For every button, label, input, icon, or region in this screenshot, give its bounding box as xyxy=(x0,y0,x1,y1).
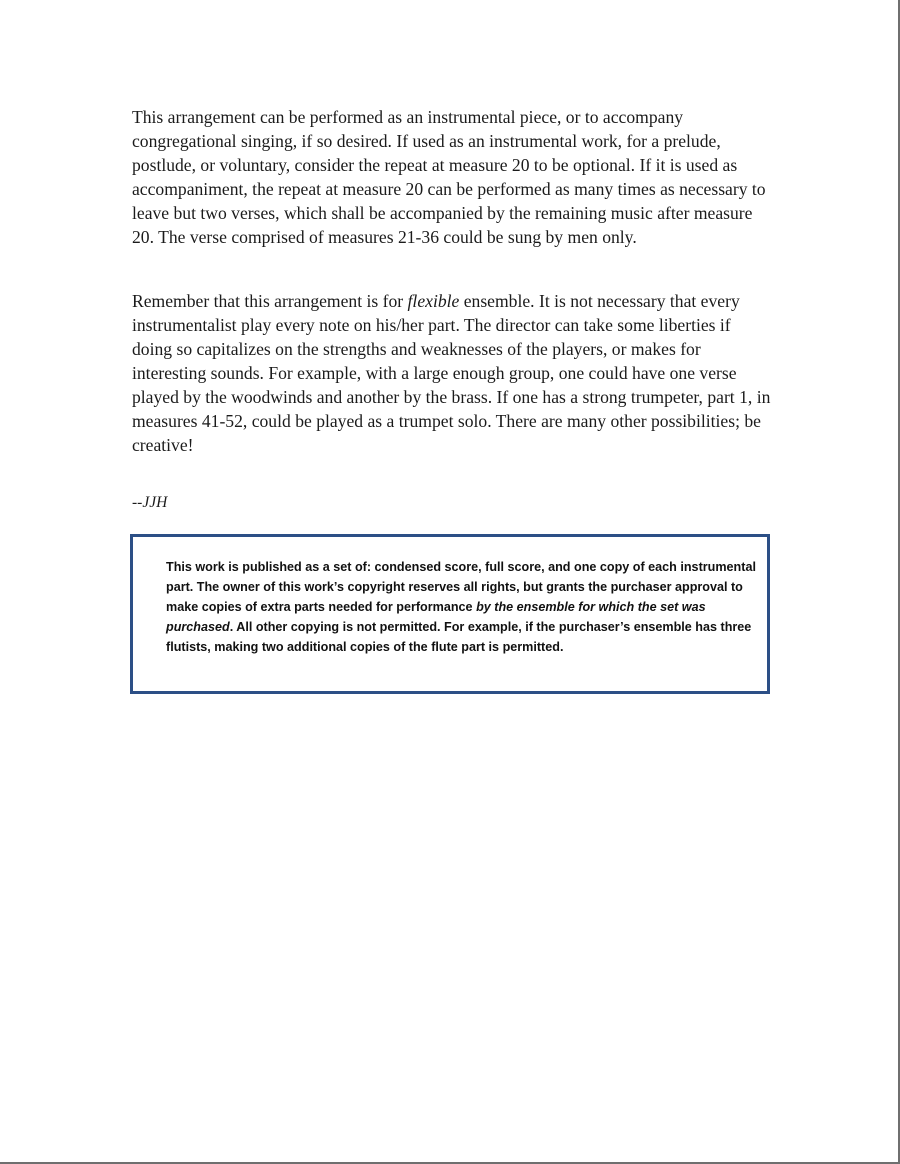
paragraph-text-lead: Remember that this arrangement is for xyxy=(132,291,408,311)
performance-notes-paragraph: This arrangement can be performed as an instrumental piece, or to accompany congregational singing, if so desired. If used as an instrumental work, for a prelude, postlude, or voluntary, consider the repeat at measure 20 to be optional. If it is used as accompaniment, the repeat at measure 20 can be performed as many times as necessary to leave but two verses, which shall be accompanied by the remaining music after measure 20. The verse comprised of measures 21-36 could be sung by men only. xyxy=(132,107,766,247)
flexible-ensemble-paragraph xyxy=(132,289,772,457)
emphasis-flexible: flexible xyxy=(407,291,460,311)
paragraph-text-rest: ensemble. It is not necessary that every instrumentalist play every note on his/her part. The director can take some liberties if doing so capitalizes on the strengths and weaknesses of the players, or makes for interesting sounds. For example, with a large enough group, one could have one verse played by the woodwinds and another by the brass. If one has a strong trumpeter, part 1, in measures 41-52, could be played as a trumpet solo. There are many other possibilities; be creative! xyxy=(132,291,771,455)
copyright-notice-box xyxy=(130,534,770,694)
notice-text-rest: . All other copying is not permitted. For example, if the purchaser’s ensemble has three flutists, making two additional copies of the flute part is permitted. xyxy=(166,620,752,654)
notice-text-lead: This work is published as a set of: condensed score, full score, and one copy of each instrumental part. The owner of this work’s copyright reserves all rights, but grants the purchaser approval to make copies of extra parts needed for performance xyxy=(166,560,756,614)
copyright-notice-text xyxy=(166,557,756,657)
notice-emphasis: by the ensemble for which the set was purchased xyxy=(166,600,706,634)
author-signature: --JJH xyxy=(132,494,168,511)
